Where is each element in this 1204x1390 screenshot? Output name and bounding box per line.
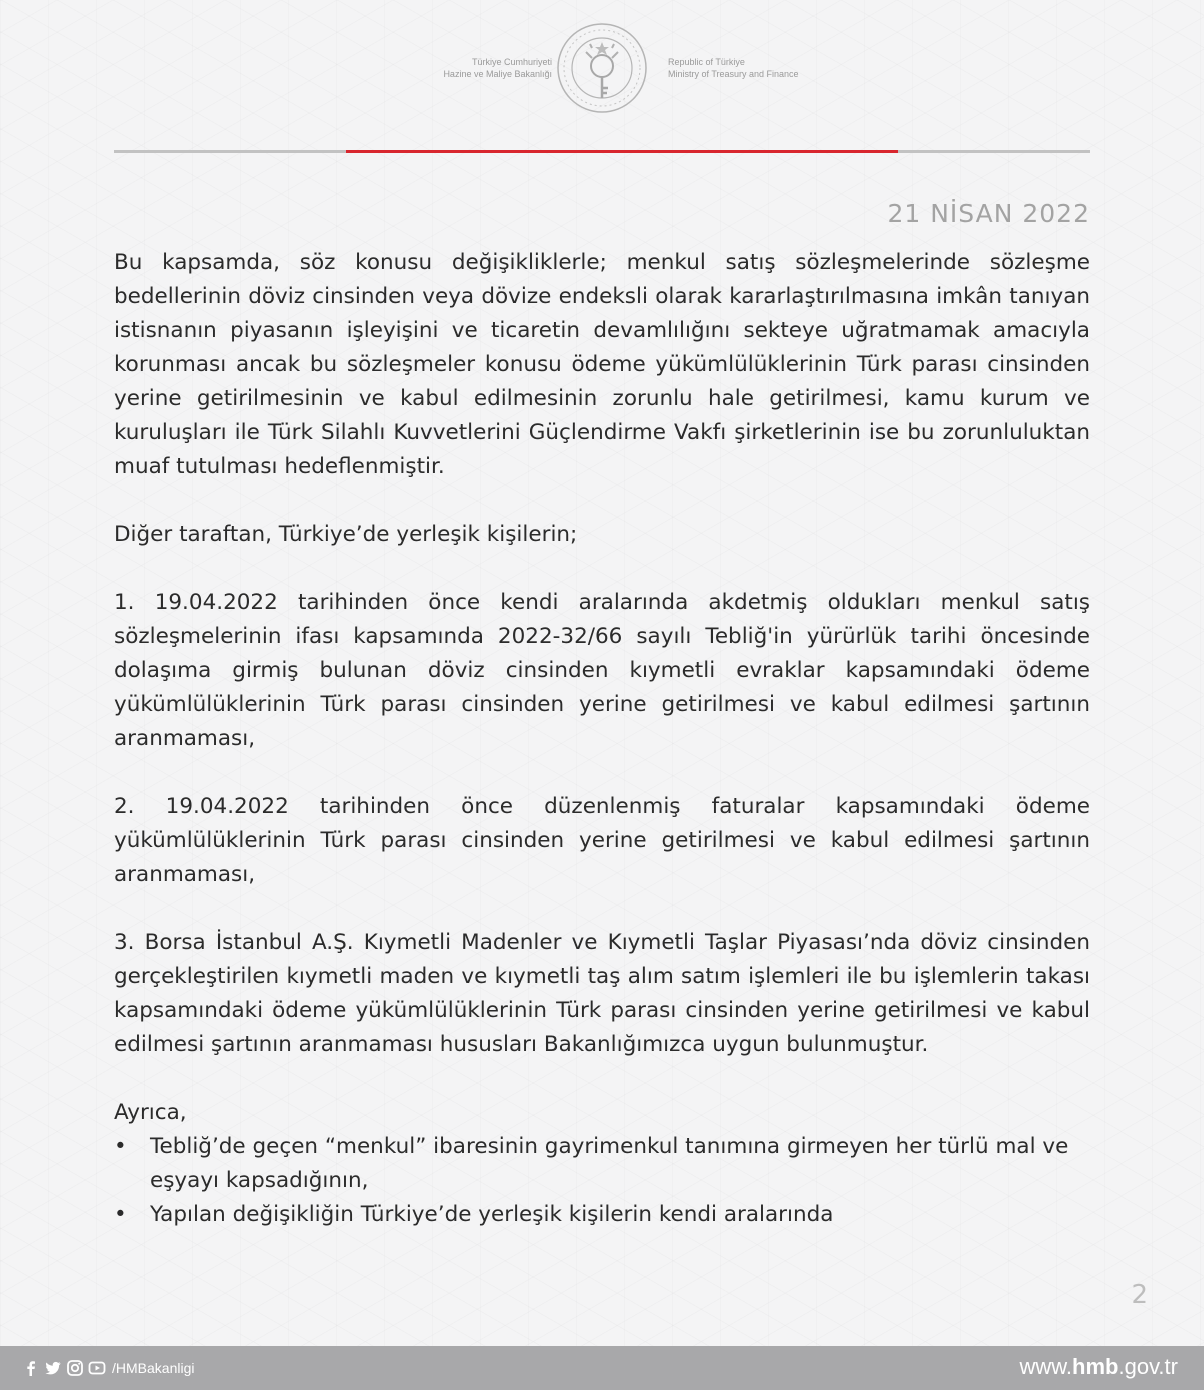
list-item-2: 2. 19.04.2022 tarihinden önce düzenlenmiş faturalar kapsamındaki ödeme yükümlülüklerinin Türk parası cinsinden yerine getirilmesi ve kabul edilmesi şartının aranmaması, <box>114 794 1090 887</box>
org-name-english <box>668 56 888 80</box>
org-tr-line2: Hazine ve Maliye Bakanlığı <box>443 69 552 79</box>
site-domain: hmb <box>1072 1354 1119 1379</box>
ministry-seal-logo <box>556 22 648 114</box>
bullet-marker: • <box>114 1202 127 1227</box>
org-en-line2: Ministry of Treasury and Finance <box>668 69 799 79</box>
org-tr-line1: Türkiye Cumhuriyeti <box>471 57 552 67</box>
org-name-turkish <box>332 56 552 80</box>
document-date: 21 NİSAN 2022 <box>887 199 1090 228</box>
facebook-icon[interactable] <box>22 1359 40 1377</box>
page-number: 2 <box>1131 1280 1148 1310</box>
list-item-3: 3. Borsa İstanbul A.Ş. Kıymetli Madenler ve Kıymetli Taşlar Piyasası’nda döviz cinsinden gerçekleştirilen kıymetli maden ve kıymetli taş alım satım işlemleri ile bu işlemlerin takası kapsamındaki ödeme yükümlülüklerinin Türk parası cinsinden yerine getirilmesi ve kabul edilmesi şartının aranmaması hususları Bakanlığımızca uygun bulunmuştur. <box>114 930 1090 1057</box>
document-body <box>114 246 1090 1232</box>
bullet-marker: • <box>114 1134 127 1159</box>
bullet-item <box>114 1198 1090 1232</box>
twitter-icon[interactable] <box>44 1359 62 1377</box>
footer-bar <box>0 1346 1204 1390</box>
bullet-text: Tebliğ’de geçen “menkul” ibaresinin gayrimenkul tanımına girmeyen her türlü mal ve eşyayı kapsadığının, <box>150 1134 1069 1193</box>
social-links <box>22 1358 194 1378</box>
bullet-text: Yapılan değişikliğin Türkiye’de yerleşik kişilerin kendi aralarında <box>150 1202 834 1227</box>
paragraph-transition: Diğer taraftan, Türkiye’de yerleşik kişilerin; <box>114 522 578 547</box>
letterhead <box>0 0 1204 130</box>
instagram-icon[interactable] <box>66 1359 84 1377</box>
site-prefix: www. <box>1019 1354 1073 1379</box>
site-suffix: .gov.tr <box>1118 1354 1178 1379</box>
paragraph-additionally: Ayrıca, <box>114 1100 187 1125</box>
header-divider-accent <box>346 150 898 153</box>
list-item-1: 1. 19.04.2022 tarihinden önce kendi aralarında akdetmiş oldukları menkul satış sözleşmelerinin ifası kapsamında 2022-32/66 sayılı Tebliğ'in yürürlük tarihi öncesinde dolaşıma girmiş bulunan döviz cinsinden kıymetli evraklar kapsamındaki ödeme yükümlülüklerinin Türk parası cinsinden yerine getirilmesi ve kabul edilmesi şartının aranmaması, <box>114 590 1090 751</box>
bullet-item <box>114 1130 1090 1198</box>
paragraph-intro: Bu kapsamda, söz konusu değişikliklerle; menkul satış sözleşmelerinde sözleşme bedellerinin döviz cinsinden veya dövize endeksli olarak kararlaştırılmasına imkân tanıyan istisnanın piyasanın işleyişini ve ticaretin devamlılığını sekteye uğratmamak amacıyla korunması ancak bu sözleşmeler konusu ödeme yükümlülüklerinin Türk parası cinsinden yerine getirilmesinin ve kabul edilmesinin zorunlu hale getirilmesi, kamu kurum ve kuruluşları ile Türk Silahlı Kuvvetlerini Güçlendirme Vakfı şirketlerinin ise bu zorunluluktan muaf tutulması hedeflenmiştir. <box>114 250 1090 479</box>
org-en-line1: Republic of Türkiye <box>668 57 745 67</box>
website-link[interactable] <box>1019 1354 1178 1380</box>
social-handle-link[interactable]: /HMBakanligi <box>112 1360 195 1376</box>
youtube-icon[interactable] <box>88 1359 106 1377</box>
